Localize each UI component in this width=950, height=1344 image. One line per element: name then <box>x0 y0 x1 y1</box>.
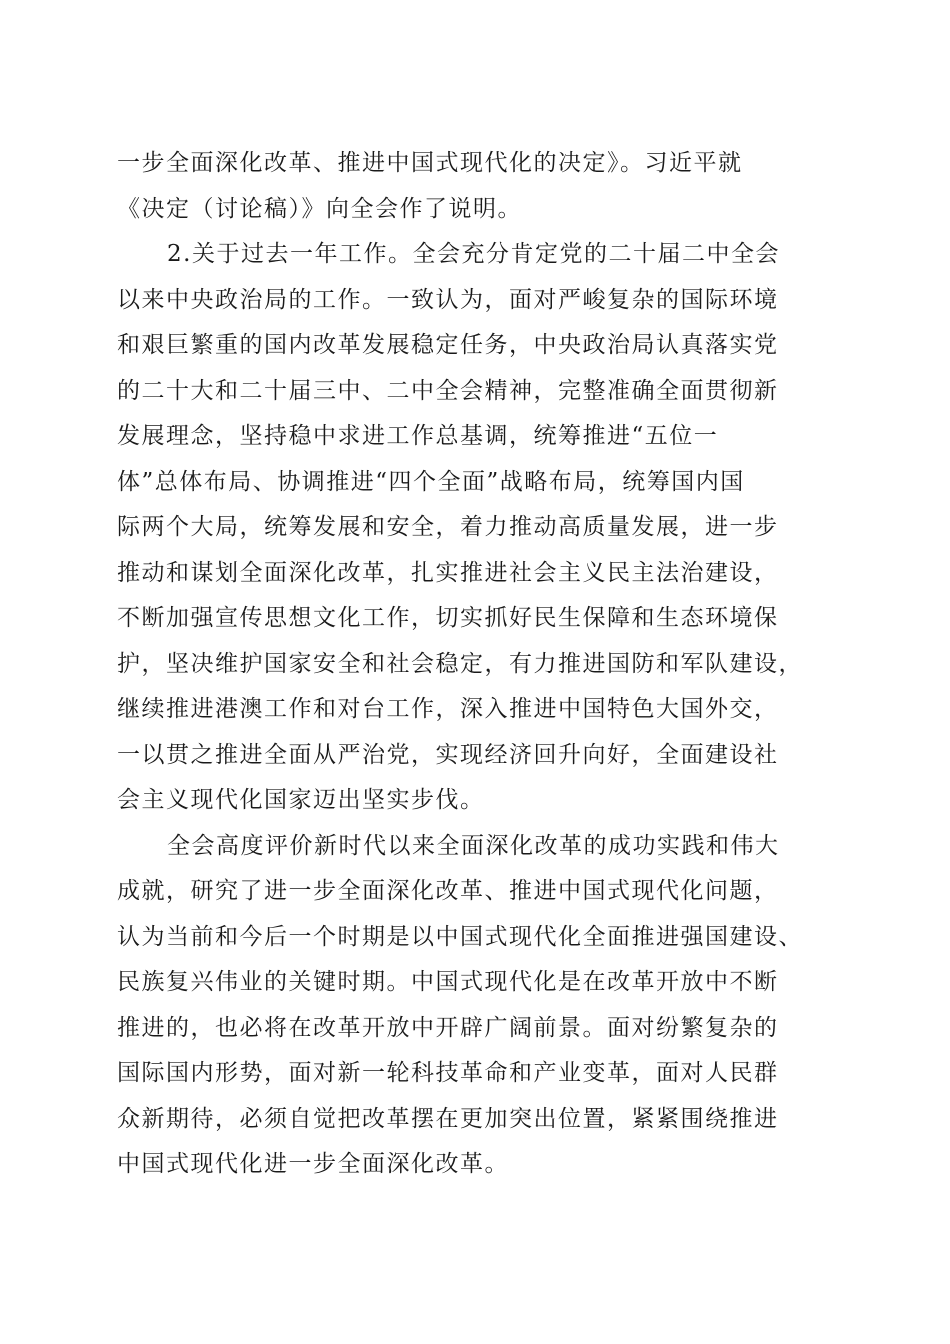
text-line: 成就，研究了进一步全面深化改革、推进中国式现代化问题， <box>117 878 779 904</box>
text-line: 中国式现代化进一步全面深化改革。 <box>117 1151 509 1177</box>
text-line: 一以贯之推进全面从严治党，实现经济回升向好，全面建设社 <box>117 741 779 768</box>
paragraph-2 <box>117 232 852 824</box>
text-line: 的二十大和二十届三中、二中全会精神，完整准确全面贯彻新 <box>117 377 779 404</box>
text-line: 护，坚决维护国家安全和社会稳定，有力推进国防和军队建设， <box>117 650 803 677</box>
text-line: 推动和谋划全面深化改革，扎实推进社会主义民主法治建设， <box>117 559 779 586</box>
text-line: 推进的，也必将在改革开放中开辟广阔前景。面对纷繁复杂的 <box>117 1014 779 1041</box>
text-line: 体”总体布局、协调推进“四个全面”战略布局，统筹国内国 <box>117 468 745 495</box>
text-line: 际两个大局，统筹发展和安全，着力推动高质量发展，进一步 <box>117 514 779 540</box>
document-body <box>117 141 852 1188</box>
paragraph-1 <box>117 141 852 232</box>
text-line: 一步全面深化改革、推进中国式现代化的决定》。习近平就 <box>117 150 743 176</box>
text-line: 以来中央政治局的工作。一致认为，面对严峻复杂的国际环境 <box>117 286 779 313</box>
text-line: 2.关于过去一年工作。全会充分肯定党的二十届二中全会 <box>167 241 780 267</box>
text-line: 认为当前和今后一个时期是以中国式现代化全面推进强国建设、 <box>117 923 803 950</box>
text-line: 不断加强宣传思想文化工作，切实抓好民生保障和生态环境保 <box>117 605 779 631</box>
text-line: 国际国内形势，面对新一轮科技革命和产业变革，面对人民群 <box>117 1060 779 1086</box>
text-line: 全会高度评价新时代以来全面深化改革的成功实践和伟大 <box>167 832 780 859</box>
text-line: 会主义现代化国家迈出坚实步伐。 <box>117 787 485 813</box>
paragraph-3 <box>117 824 852 1188</box>
text-line: 众新期待，必须自觉把改革摆在更加突出位置，紧紧围绕推进 <box>117 1105 779 1132</box>
text-line: 《决定（讨论稿）》向全会作了说明。 <box>117 195 522 222</box>
text-line: 继续推进港澳工作和对台工作，深入推进中国特色大国外交， <box>117 696 779 722</box>
text-line: 和艰巨繁重的国内改革发展稳定任务，中央政治局认真落实党 <box>117 332 779 358</box>
text-line: 发展理念，坚持稳中求进工作总基调，统筹推进“五位一 <box>117 423 719 449</box>
text-line: 民族复兴伟业的关键时期。中国式现代化是在改革开放中不断 <box>117 969 779 995</box>
